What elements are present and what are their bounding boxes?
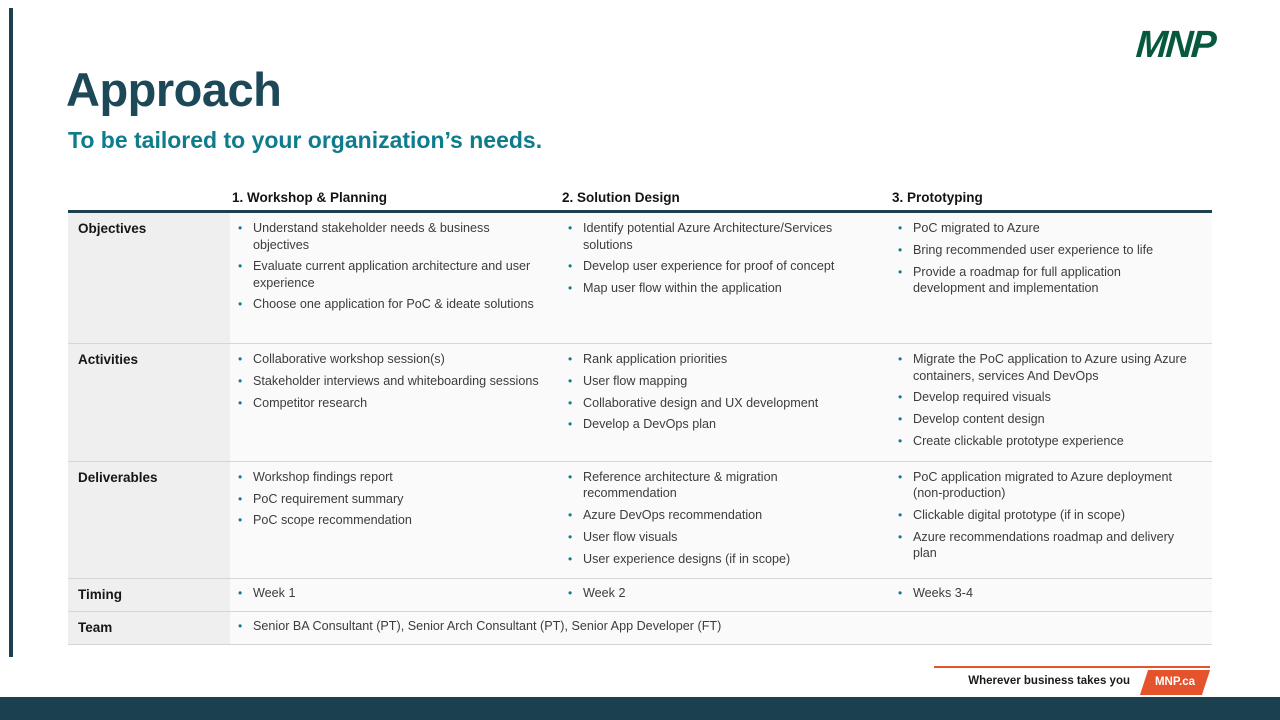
table-header-row (68, 188, 1212, 213)
bullet-icon: • (898, 264, 903, 279)
bullet-item (238, 351, 542, 368)
bullet-text: Clickable digital prototype (if in scope) (913, 507, 1126, 522)
bullet-text: Collaborative design and UX development (583, 395, 819, 410)
bullet-icon: • (898, 507, 903, 522)
bullet-text: User flow mapping (583, 373, 688, 388)
bullet-list (560, 213, 890, 308)
table-cell (890, 213, 1212, 343)
approach-table (68, 188, 1212, 645)
bullet-item (898, 242, 1194, 259)
bullet-text: Weeks 3-4 (913, 586, 973, 601)
bullet-icon: • (568, 551, 573, 566)
bullet-icon: • (568, 221, 573, 235)
bullet-item (238, 469, 542, 486)
table-cell (230, 612, 1212, 644)
table-row (68, 213, 1212, 344)
row-label: Team (68, 612, 230, 644)
bullet-item (898, 433, 1194, 450)
bullet-icon: • (568, 281, 573, 296)
bullet-item (568, 529, 872, 546)
table-cell (560, 462, 890, 579)
bullet-icon: • (238, 259, 243, 274)
bullet-icon: • (898, 242, 903, 257)
bullet-list (890, 462, 1212, 573)
bullet-text: Map user flow within the application (583, 281, 782, 296)
bullet-text: Senior BA Consultant (PT), Senior Arch Consultant (PT), Senior App Developer (FT) (253, 619, 722, 634)
bullet-item (568, 469, 872, 502)
bullet-list (230, 213, 560, 324)
page-title: Approach (66, 63, 282, 116)
bullet-item (898, 507, 1194, 524)
bullet-icon: • (898, 352, 903, 366)
bullet-item (238, 220, 542, 253)
bullet-list (230, 579, 560, 611)
bullet-list (230, 612, 1212, 644)
table-row (68, 612, 1212, 645)
bullet-icon: • (238, 513, 243, 528)
bullet-item (898, 389, 1194, 406)
bullet-text: Understand stakeholder needs & business objectives (253, 221, 490, 252)
bullet-icon: • (898, 390, 903, 405)
bullet-icon: • (568, 395, 573, 410)
bullet-list (560, 462, 890, 579)
bullet-item (238, 618, 1194, 635)
bullet-icon: • (238, 491, 243, 506)
bullet-text: Provide a roadmap for full application development and implementation (913, 264, 1121, 296)
bullet-text: Week 2 (583, 586, 626, 601)
footer-tagline: Wherever business takes you (968, 675, 1130, 687)
bullet-item (898, 585, 1194, 602)
bullet-item (238, 395, 542, 412)
bullet-text: Create clickable prototype experience (913, 433, 1124, 448)
table-cell (890, 579, 1212, 611)
bullet-text: PoC requirement summary (253, 491, 404, 506)
bullet-icon: • (238, 395, 243, 410)
bullet-item (898, 469, 1194, 502)
bullet-text: User experience designs (if in scope) (583, 551, 791, 566)
bullet-item (568, 220, 872, 253)
bullet-icon: • (898, 433, 903, 448)
bullet-item (568, 551, 872, 568)
bullet-icon: • (568, 373, 573, 388)
bullet-text: User flow visuals (583, 529, 678, 544)
table-cell (230, 213, 560, 343)
bullet-item (568, 373, 872, 390)
bullet-item (568, 258, 872, 275)
bullet-item (568, 585, 872, 602)
bullet-text: PoC migrated to Azure (913, 221, 1040, 235)
bullet-item (568, 395, 872, 412)
bullet-item (238, 585, 542, 602)
bullet-item (898, 351, 1194, 384)
bullet-item (898, 264, 1194, 297)
bullet-item (898, 411, 1194, 428)
bullet-text: Workshop findings report (253, 469, 393, 484)
bullet-item (568, 507, 872, 524)
column-header: 2. Solution Design (562, 190, 680, 205)
bullet-text: Azure DevOps recommendation (583, 507, 763, 522)
bullet-text: Choose one application for PoC & ideate solutions (253, 297, 534, 312)
row-label: Objectives (68, 213, 230, 343)
bullet-item (238, 296, 542, 313)
bullet-item (238, 373, 542, 390)
bullet-text: Collaborative workshop session(s) (253, 352, 445, 366)
bullet-icon: • (568, 352, 573, 366)
bullet-item (898, 529, 1194, 562)
bullet-text: Reference architecture & migration recommendation (583, 469, 778, 501)
row-label: Timing (68, 579, 230, 611)
bottom-bar (0, 697, 1280, 720)
mnp-ca-badge (1140, 670, 1210, 695)
bullet-icon: • (898, 529, 903, 544)
bullet-icon: • (238, 373, 243, 388)
bullet-icon: • (898, 469, 903, 484)
bullet-list (230, 462, 560, 540)
footer-orange-rule (934, 666, 1210, 668)
bullet-text: PoC scope recommendation (253, 513, 412, 528)
bullet-text: Migrate the PoC application to Azure using Azure containers, services And DevOps (913, 352, 1187, 383)
bullet-item (238, 491, 542, 508)
column-header: 3. Prototyping (892, 190, 983, 205)
bullet-item (568, 416, 872, 433)
bullet-list (230, 344, 560, 422)
footer (934, 666, 1212, 697)
bullet-icon: • (238, 586, 243, 601)
table-row (68, 462, 1212, 580)
bullet-item (238, 258, 542, 291)
bullet-icon: • (568, 529, 573, 544)
bullet-icon: • (898, 586, 903, 601)
column-header: 1. Workshop & Planning (232, 190, 388, 205)
row-label: Activities (68, 344, 230, 461)
bullet-text: Azure recommendations roadmap and delivery plan (913, 529, 1175, 561)
bullet-text: Stakeholder interviews and whiteboarding sessions (253, 373, 539, 388)
bullet-icon: • (898, 221, 903, 235)
table-cell (560, 344, 890, 461)
bullet-text: Develop content design (913, 412, 1045, 427)
bullet-icon: • (568, 507, 573, 522)
bullet-text: Evaluate current application architecture and user experience (253, 259, 531, 290)
table-cell (230, 579, 560, 611)
table-cell (230, 344, 560, 461)
bullet-text: Week 1 (253, 586, 296, 601)
mnp-ca-label: MNP.ca (1154, 676, 1196, 688)
table-cell (230, 462, 560, 579)
bullet-item (568, 280, 872, 297)
table-cell (560, 213, 890, 343)
table-body (68, 213, 1212, 645)
bullet-text: Develop a DevOps plan (583, 417, 717, 432)
mnp-logo: MNP (1134, 24, 1216, 66)
table-cell (890, 462, 1212, 579)
bullet-list (890, 344, 1212, 461)
table-row (68, 579, 1212, 612)
left-accent-bar (9, 8, 13, 657)
bullet-icon: • (238, 221, 243, 235)
row-label: Deliverables (68, 462, 230, 579)
bullet-item (568, 351, 872, 368)
bullet-icon: • (568, 417, 573, 432)
table-cell (560, 579, 890, 611)
bullet-text: Rank application priorities (583, 352, 728, 366)
bullet-item (898, 220, 1194, 237)
bullet-text: Develop required visuals (913, 390, 1051, 405)
bullet-text: Identify potential Azure Architecture/Services solutions (583, 221, 833, 252)
bullet-list (890, 213, 1212, 308)
bullet-list (560, 579, 890, 611)
bullet-icon: • (238, 619, 243, 634)
bullet-icon: • (238, 352, 243, 366)
bullet-text: PoC application migrated to Azure deployment (non-production) (913, 469, 1173, 501)
table-row (68, 344, 1212, 462)
bullet-icon: • (238, 469, 243, 484)
bullet-icon: • (568, 586, 573, 601)
bullet-item (238, 512, 542, 529)
bullet-icon: • (238, 297, 243, 312)
page-subtitle: To be tailored to your organization’s needs. (68, 127, 543, 153)
bullet-list (890, 579, 1212, 611)
bullet-text: Bring recommended user experience to life (913, 242, 1154, 257)
bullet-icon: • (568, 259, 573, 274)
table-cell (890, 344, 1212, 461)
bullet-text: Develop user experience for proof of concept (583, 259, 835, 274)
bullet-text: Competitor research (253, 395, 368, 410)
bullet-list (560, 344, 890, 444)
bullet-icon: • (898, 412, 903, 427)
bullet-icon: • (568, 469, 573, 484)
